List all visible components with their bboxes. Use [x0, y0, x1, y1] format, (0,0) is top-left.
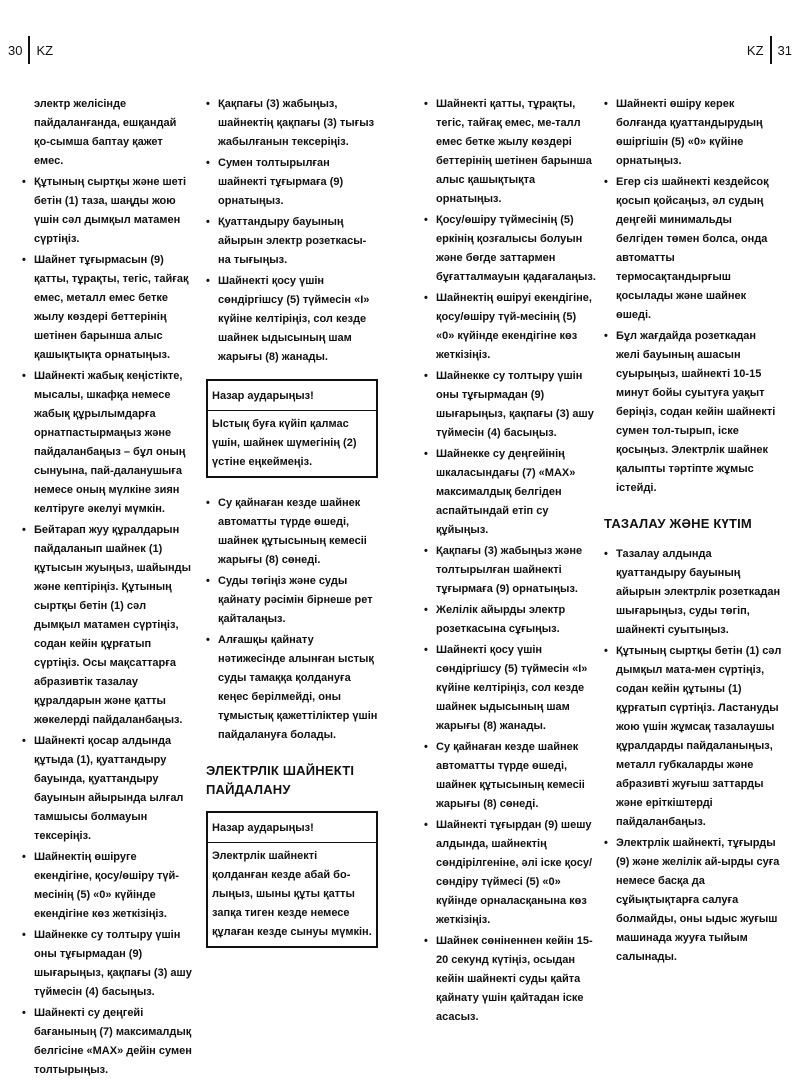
warning-title: Назар аударыңыз! [208, 381, 376, 411]
list-item: • Қақпағы (3) жабыңыз және толтырылған шайнекті тұғырмаға (9) орнатыңыз. [424, 542, 596, 599]
list-item: • Құтының сыртқы бетін (1) сәл дымқыл мата-мен сүртіңіз, содан кейін құтыны (1) құрғатып сүртіңіз. Ластануды жою үшін жұмсақ тазалаушы құралдарды пайдаланыңыз, металл губкаларды және абразивті жуғыш заттарды және еріткіштерді пайдаланбаңыз. [604, 642, 782, 832]
instruction-list [206, 494, 378, 745]
language-code-left: KZ [36, 42, 54, 58]
warning-text: Электрлік шайнекті қолданған кезде абай бо-лыңыз, шыны құты қатты запқа тиген кезде немесе құлаған кезде сынуы мүмкін. [212, 850, 372, 938]
list-item: • Шайнектің өшіруі екендігіне, қосу/өшіру түй-месінің (5) «0» күйінде екендігіне көз жеткізіңіз. [424, 289, 596, 365]
warning-title: Назар аударыңыз! [208, 813, 376, 843]
list-item: • Шайнекті жабық кеңістікте, мысалы, шкафқа немесе жабық құрылымдарға орнатпастырмаңыз және пайдаланбаңыз – бұл оның сынуына, пай-даланушыға немесе оның мүлкіне зиян келтіруге әкелуі мүмкін. [22, 367, 194, 519]
list-item: • Шайнекті қосу үшін сөндіргішсу (5) түймесін «I» күйіне келтіріңіз, сол кезде шайнек ыдысының шам жарығы (8) жанады. [424, 641, 596, 736]
column-3 [424, 95, 596, 1029]
list-item: • Су қайнаған кезде шайнек автоматты түрде өшеді, шайнек құтысының кемесіі жарығы (8) сөнеді. [206, 494, 378, 570]
instruction-list [206, 95, 378, 367]
instruction-list [424, 95, 596, 1027]
warning-box [206, 811, 378, 948]
page-number-left: 30 [8, 42, 23, 58]
list-item: • Шайнекке су толтыру үшін оны тұғырмадан (9) шығарыңыз, қақпағы (3) ашу түймесін (4) басыңыз. [424, 367, 596, 443]
page-header-left [8, 36, 53, 64]
list-item: • Шайнекті қатты, тұрақты, тегіс, тайғақ емес, ме-талл емес бетке жылу көздері беттерінің шетінен барынша алыс қашықтықта орнатыңыз. [424, 95, 596, 209]
list-item: • Шайнекке су деңгейінің шкаласындағы (7) «MAX» максималдық белгіден аспайтындай етіп су құйыңыз. [424, 445, 596, 540]
instruction-list [604, 545, 782, 967]
list-item: • Егер сіз шайнекті кездейсоқ қосып қойсаңыз, әл судың деңгейі минимальды белгіден төмен болса, онда автоматты термосақтандырғыш қосылады және шайнек өшеді. [604, 173, 782, 325]
list-item: • Тазалау алдында қуаттандыру бауының айырын электрлік розеткадан шығарыңыз, суды төгіп, шайнекті суытыңыз. [604, 545, 782, 640]
list-item: • Қуаттандыру бауының айырын электр розеткасы-на тығыңыз. [206, 213, 378, 270]
instruction-list [604, 95, 782, 498]
section-heading-cleaning: ТАЗАЛАУ ЖӘНЕ КҮТІМ [604, 516, 752, 531]
list-item: • Шайнекті қосу үшін сөндіргішсу (5) түймесін «I» күйіне келтіріңіз, сол кезде шайнек ыдысының шам жарығы (8) жанады. [206, 272, 378, 367]
list-item: • Шайнекті су деңгейі бағанының (7) максималдық белгісіне «MAX» дейін сумен толтырыңыз. [22, 1004, 194, 1080]
list-item: • Электрлік шайнекті, тұғырды (9) және желілік ай-ырды суға немесе басқа да сұйықтықтарға салуға болмайды, оны ыдыс жуғыш машинада жууға тыйым салынады. [604, 834, 782, 967]
list-item: • Шайнекті тұғырдан (9) шешу алдында, шайнектің сөндірілгеніне, әлі іске қосу/сөндіру түймесі (5) «0» күйінде орналасқанына көз жеткізіңіз. [424, 816, 596, 930]
list-item: • Сумен толтырылған шайнекті тұғырмаға (9) орнатыңыз. [206, 154, 378, 211]
language-code-right: KZ [746, 42, 764, 58]
list-item: • Құтының сыртқы және шеті бетін (1) таза, шаңды жою үшін сәл дымқыл матамен сүртіңіз. [22, 173, 194, 249]
page-header-right [747, 36, 792, 64]
column-1 [22, 95, 194, 1082]
header-divider-right [770, 36, 772, 64]
list-item: • Шайнекке су толтыру үшін оны тұғырмадан (9) шығарыңыз, қақпағы (3) ашу түймесін (4) басыңыз. [22, 926, 194, 1002]
list-item: • Шайнекті өшіру керек болғанда қуаттандырудың өшіргішін (5) «0» күйіне орнатыңыз. [604, 95, 782, 171]
list-item: • Шайнет тұғырмасын (9) қатты, тұрақты, тегіс, тайғақ емес, металл емес бетке жылу көздері беттерінің шетінен барынша алыс қашықтықта орнатыңыз. [22, 251, 194, 365]
list-item: • Қосу/өшіру түймесінің (5) еркінің қозғалысы болуын және бөгде заттармен бұғатталмауын қадағалаңыз. [424, 211, 596, 287]
list-item: • Желілік айырды электр розеткасына сұғыңыз. [424, 601, 596, 639]
list-item: • Шайнек сөніненнен кейін 15-20 секунд күтіңіз, осыдан кейін шайнекті суды қайта қайнату үшін қайтадан іске асасыз. [424, 932, 596, 1027]
warning-box [206, 379, 378, 478]
section-heading-usage: ЭЛЕКТРЛІК ШАЙНЕКТІ ПАЙДАЛАНУ [206, 763, 355, 797]
intro-paragraph: электр желісінде пайдаланғанда, ешқандай қо-сымша баптау қажет емес. [34, 98, 177, 167]
header-divider-left [28, 36, 30, 64]
column-4 [604, 95, 782, 969]
column-2 [206, 95, 378, 964]
list-item: • Шайнектің өшіруге екендігіне, қосу/өшіру түй-месінің (5) «0» күйінде екендігіне көз жеткізіңіз. [22, 848, 194, 924]
page-number-right: 31 [777, 42, 792, 58]
list-item: • Су қайнаған кезде шайнек автоматты түрде өшеді, шайнек құтысының кемесіі жарығы (8) сөнеді. [424, 738, 596, 814]
list-item: • Алғашқы қайнату нәтижесінде алынған ыстық суды тамаққа қолдануға кеңес берілмейді, оны тұмыстық қажеттіліктер үшін пайдалануға болады. [206, 631, 378, 745]
list-item: • Шайнекті қосар алдында құтыда (1), қуаттандыру бауында, қуаттандыру бауынын айырында ылғал тамшысы болмауын тексеріңіз. [22, 732, 194, 846]
list-item: • Бұл жағдайда розеткадан желі бауының ашасын суырыңыз, шайнекті 10-15 минут бойы суытуға уақыт беріңіз, содан кейін шайнекті сумен тол-тырып, іске қосыңыз. Электрлік шайнек қалыпты тәртіпте жұмыс істейді. [604, 327, 782, 498]
list-item: • Бейтарап жуу құралдарын пайдаланып шайнек (1) құтысын жуыңыз, шайынды және кептіріңіз. Құтының сыртқы бетін (1) сәл дымқыл матамен сүртіңіз, содан кейін құрғатып сүртіңіз. Осы мақсаттарға абразивтік тазалау құралдарын және қатты жөкелерді пайдаланбаңыз. [22, 521, 194, 730]
warning-text: Ыстық буға күйіп қалмас үшін, шайнек шүмегінің (2) үстіне еңкеймеңіз. [212, 418, 357, 468]
list-item: • Суды төгіңіз және суды қайнату рәсімін бірнеше рет қайталаңыз. [206, 572, 378, 629]
instruction-list [22, 173, 194, 1080]
list-item: • Қақпағы (3) жабыңыз, шайнектің қақпағы (3) тығыз жабылғанын тексеріңіз. [206, 95, 378, 152]
